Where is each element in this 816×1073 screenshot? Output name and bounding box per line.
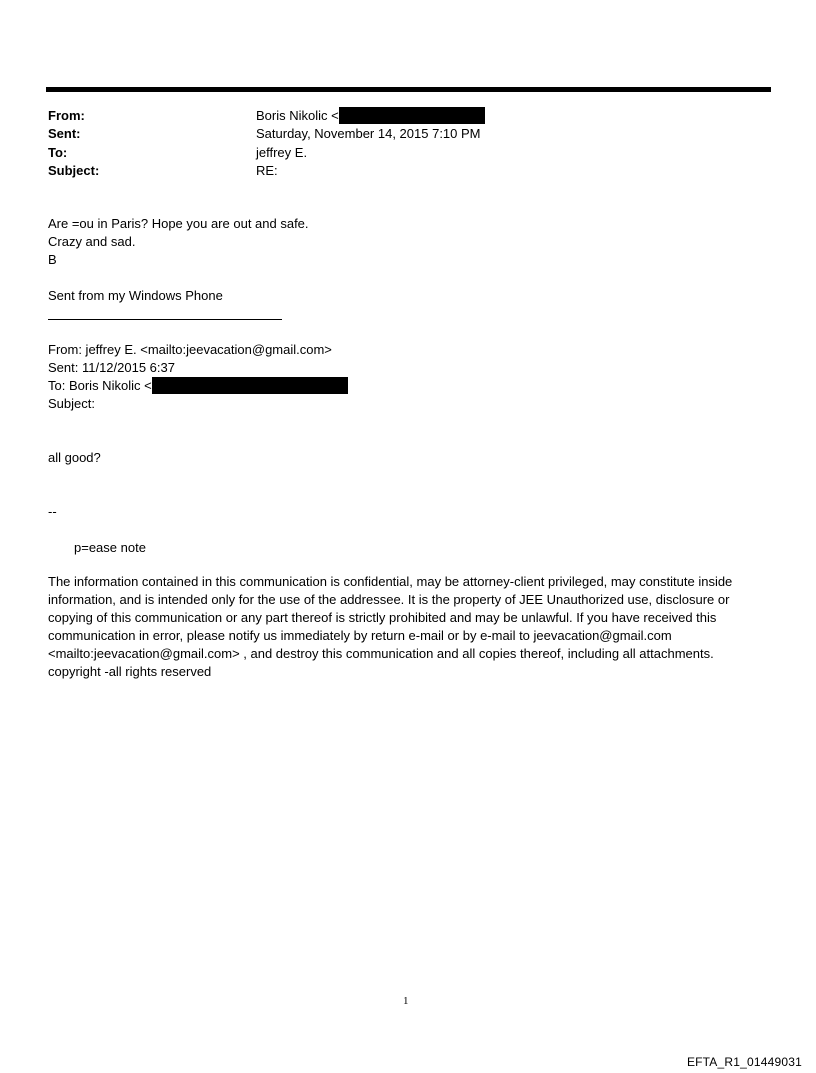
signature: Sent from my Windows Phone (48, 288, 223, 303)
body-line: Are =ou in Paris? Hope you are out and safe. (48, 216, 309, 231)
signature-dash: -- (48, 504, 57, 519)
to-label: To: (48, 145, 68, 160)
from-value (256, 107, 485, 125)
document-id: EFTA_R1_01449031 (686, 1055, 802, 1069)
from-label: From: (48, 108, 85, 123)
header-rule (46, 87, 771, 92)
disclaimer-text: The information contained in this communication is confidential, may be attorney-client privileged, may constitute inside information, and is intended only for the use of the addressee. It is the property of JEE Unauthorized use, disclosure or copying of this communication or any part thereof is strictly prohibited and may be unlawful. If you have received this communication in error, please notify us immediately by return e-mail or by e-mail to jeevacation@gmail.com <mailto:jeevacation@gmail.com> , and destroy this communication and all copies thereof, including all attachments. copyright -all rights reserved (48, 574, 733, 679)
quoted-from: From: jeffrey E. <mailto:jeevacation@gmail.com> (48, 342, 332, 357)
body-line: Crazy and sad. (48, 234, 136, 249)
sent-label: Sent: (48, 126, 81, 141)
quote-separator (48, 319, 282, 320)
quoted-message: all good? (48, 450, 101, 465)
body-line: B (48, 252, 57, 267)
page-number: 1 (403, 995, 409, 1007)
quoted-to (48, 377, 348, 395)
to-value: jeffrey E. (256, 145, 308, 160)
subject-value: RE: (256, 163, 278, 178)
quoted-sent: Sent: 11/12/2015 6:37 (48, 360, 175, 375)
please-note: p=ease note (74, 540, 146, 555)
redaction-bar (339, 107, 485, 124)
quoted-subject: Subject: (48, 396, 95, 411)
subject-label: Subject: (48, 163, 100, 178)
quoted-to-text: To: Boris Nikolic < (48, 378, 152, 393)
from-name: Boris Nikolic < (256, 108, 339, 123)
sent-value: Saturday, November 14, 2015 7:10 PM (256, 126, 481, 141)
redaction-bar (152, 377, 348, 394)
